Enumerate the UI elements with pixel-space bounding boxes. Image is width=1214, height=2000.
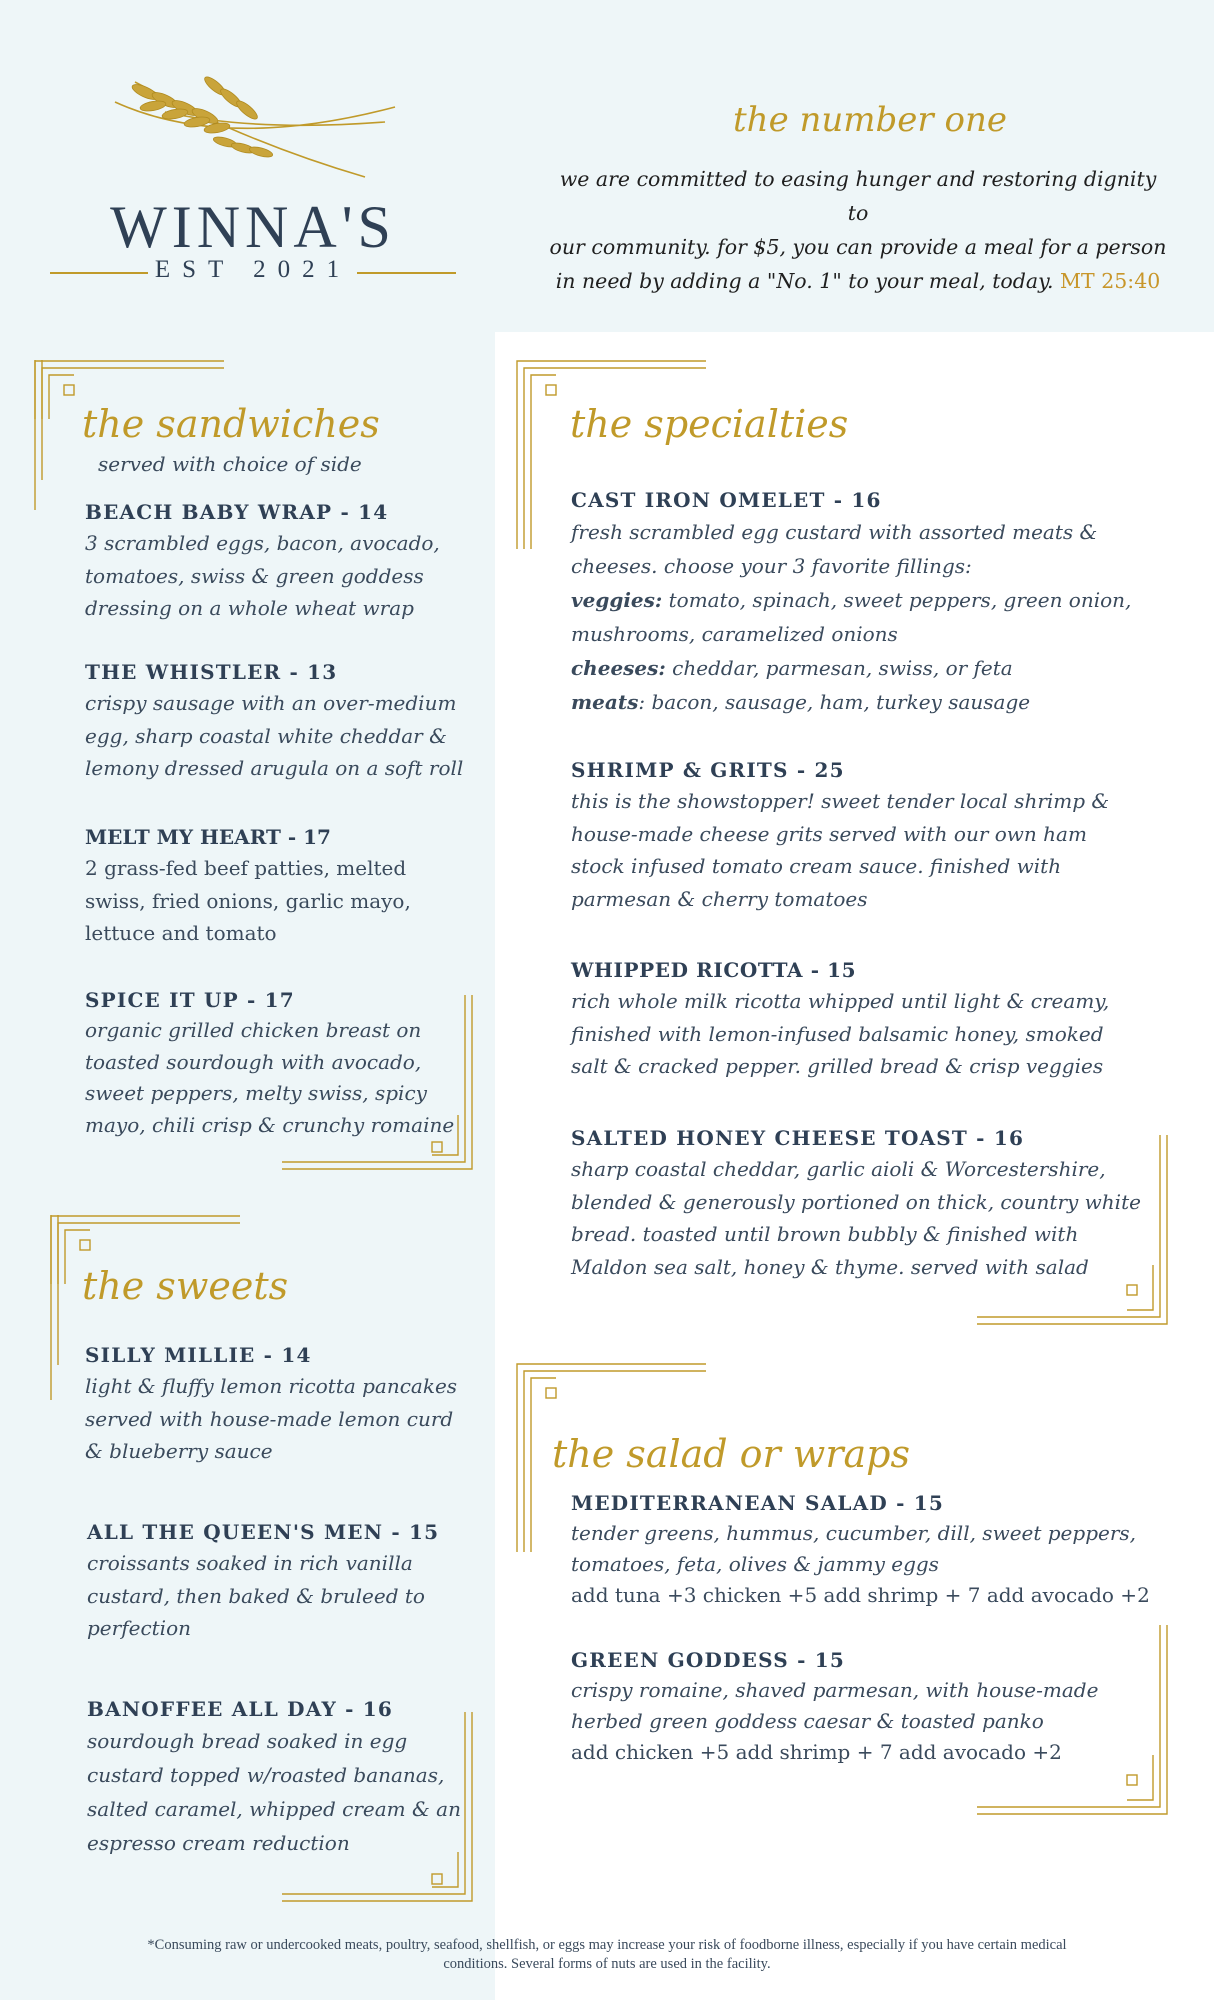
description-line: egg, sharp coastal white cheddar & [85,723,447,748]
description-line: mayo, chili crisp & crunchy romaine [85,1112,455,1137]
menu-item [85,497,440,625]
menu-item-name: GREEN GODDESS - 15 [571,1648,845,1672]
allergy-disclaimer [50,1936,1164,1974]
description-line: espresso cream reduction [87,1831,350,1855]
description-line: sharp coastal cheddar, garlic aioli & Worcestershire, [571,1157,1106,1181]
brand-established: EST 2021 [154,256,352,283]
disclaimer-line: conditions. Several forms of nuts are used in the facility. [443,1956,771,1972]
menu-item-name: THE WHISTLER - 13 [85,660,338,684]
description-line: rich whole milk ricotta whipped until light & creamy, [571,989,1110,1013]
menu-item [571,1645,1098,1768]
description-line: blended & generously portioned on thick, country white [571,1189,1141,1214]
menu-item [571,955,1109,1083]
description-line: salted caramel, whipped cream & an [87,1797,461,1821]
menu-item-description [571,515,1131,719]
description-line: tender greens, hummus, cucumber, dill, sweet peppers, [571,1521,1137,1545]
description-line: organic grilled chicken breast on [85,1018,422,1042]
description-line: lettuce and tomato [85,921,277,945]
description-line: toasted sourdough with avocado, [85,1049,422,1074]
header-line-last [548,264,1168,298]
menu-item [85,822,411,950]
menu-item [571,1123,1141,1283]
wheat-logo-icon [105,62,405,182]
menu-item-name: SILLY MILLIE - 14 [85,1343,312,1367]
menu-item-description [87,1547,439,1645]
description-line: swiss, fried onions, garlic mayo, [85,888,411,913]
description-line: crispy sausage with an over-medium [85,691,457,715]
menu-item-description [87,1724,461,1860]
menu-item-description [85,852,411,950]
header-mission-text [548,162,1168,298]
description-line: custard, then baked & bruleed to [87,1583,425,1608]
header-line: our community. for $5, you can provide a meal for a person [549,235,1167,259]
corner-ornament-icon [50,1215,70,1400]
menu-item-description [85,1370,457,1468]
specialties-title: the specialties [570,402,849,446]
menu-item [87,1517,439,1645]
description-line: perfection [87,1616,191,1640]
menu-item-description [85,527,440,625]
description-line: 3 scrambled eggs, bacon, avocado, [85,531,440,555]
description-line: lemony dressed arugula on a soft roll [85,756,464,780]
cheeses-line [571,651,1131,685]
description-line: 2 grass-fed beef patties, melted [85,856,407,880]
menu-item [87,1694,461,1860]
corner-ornament-icon [34,360,74,510]
menu-item-description [571,1518,1150,1611]
menu-item [85,657,463,785]
menu-item-name: MEDITERRANEAN SALAD - 15 [571,1491,944,1515]
menu-item-name: BEACH BABY WRAP - 14 [85,500,389,524]
brand-divider-right [357,272,456,274]
description-line: custard topped w/roasted bananas, [87,1763,445,1787]
description-line: house-made cheese grits served with our own ham [571,821,1087,846]
description-line: served with house-made lemon curd [85,1406,454,1431]
brand-name: WINNA'S [110,194,396,260]
menu-item-name: SALTED HONEY CHEESE TOAST - 16 [571,1126,1025,1150]
menu-item-name: SPICE IT UP - 17 [85,988,295,1012]
header-line: in need by adding a "No. 1" to your meal, today. [555,269,1054,293]
disclaimer-line: *Consuming raw or undercooked meats, poultry, seafood, shellfish, or eggs may increase your risk of foodborne illness, especially if you have certain medical [147,1937,1067,1953]
meats-line [571,685,1131,719]
description-line: light & fluffy lemon ricotta pancakes [85,1374,458,1398]
description-line: herbed green goddess caesar & toasted panko [571,1709,1044,1733]
description-line: croissants soaked in rich vanilla [87,1551,413,1575]
header-title: the number one [733,100,1007,140]
description-line: sweet peppers, melty swiss, spicy [85,1081,427,1105]
description-line: mushrooms, caramelized onions [571,622,898,646]
header-line: we are committed to easing hunger and restoring dignity to [559,167,1157,225]
cheeses-options: cheddar, parmesan, swiss, or feta [665,656,1013,680]
description-line: & blueberry sauce [85,1439,273,1463]
description-line: fresh scrambled egg custard with assorted meats & [571,520,1098,544]
scripture-reference: MT 25:40 [1060,269,1161,293]
menu-item-name: MELT MY HEART - 17 [85,825,331,849]
menu-item-description [571,985,1109,1083]
menu-item [85,985,454,1141]
sandwiches-subtitle: served with choice of side [98,452,362,476]
description-line: Maldon sea salt, honey & thyme. served with salad [571,1254,1089,1279]
meats-options: : bacon, sausage, ham, turkey sausage [638,690,1031,714]
menu-item [571,755,1109,915]
menu-item-description [85,687,463,785]
description-line: bread. toasted until brown bubbly & finished with [571,1222,1079,1246]
description-line: salt & cracked pepper. grilled bread & crisp veggies [571,1054,1104,1078]
menu-item-description [571,1675,1098,1768]
cheeses-label: cheeses: [571,656,666,680]
description-line: tomatoes, swiss & green goddess [85,563,424,588]
sandwiches-title: the sandwiches [82,402,380,446]
menu-item-description [571,785,1109,915]
menu-item [571,485,1131,719]
add-ons-line: add tuna +3 chicken +5 add shrimp + 7 add avocado +2 [571,1583,1150,1607]
salads-title: the salad or wraps [552,1432,910,1476]
add-ons-line: add chicken +5 add shrimp + 7 add avocado +2 [571,1740,1062,1764]
description-line: cheeses. choose your 3 favorite fillings: [571,554,972,578]
description-line: tomatoes, feta, olives & jammy eggs [571,1552,939,1576]
description-line: parmesan & cherry tomatoes [571,886,868,911]
menu-item-name: WHIPPED RICOTTA - 15 [571,958,857,982]
menu-item-name: ALL THE QUEEN'S MEN - 15 [87,1520,440,1544]
meats-label: meats [571,690,639,714]
description-line: crispy romaine, shaved parmesan, with house-made [571,1678,1099,1702]
veggies-options: tomato, spinach, sweet peppers, green onion, [662,588,1132,612]
description-line: sourdough bread soaked in egg [87,1729,408,1753]
sweets-title: the sweets [82,1264,289,1308]
menu-item-description [571,1153,1141,1283]
menu-item-description [85,1015,454,1141]
menu-item-name: BANOFFEE ALL DAY - 16 [87,1697,393,1721]
veggies-label: veggies: [571,588,663,612]
description-line: finished with lemon-infused balsamic honey, smoked [571,1021,1104,1046]
description-line: this is the showstopper! sweet tender local shrimp & [571,789,1110,813]
description-line: dressing on a whole wheat wrap [85,596,414,620]
description-line: stock infused tomato cream sauce. finished with [571,854,1062,878]
veggies-line [571,583,1131,617]
menu-item [85,1340,457,1468]
menu-item-name: SHRIMP & GRITS - 25 [571,758,845,782]
menu-item [571,1488,1150,1611]
menu-item-name: CAST IRON OMELET - 16 [571,488,882,512]
